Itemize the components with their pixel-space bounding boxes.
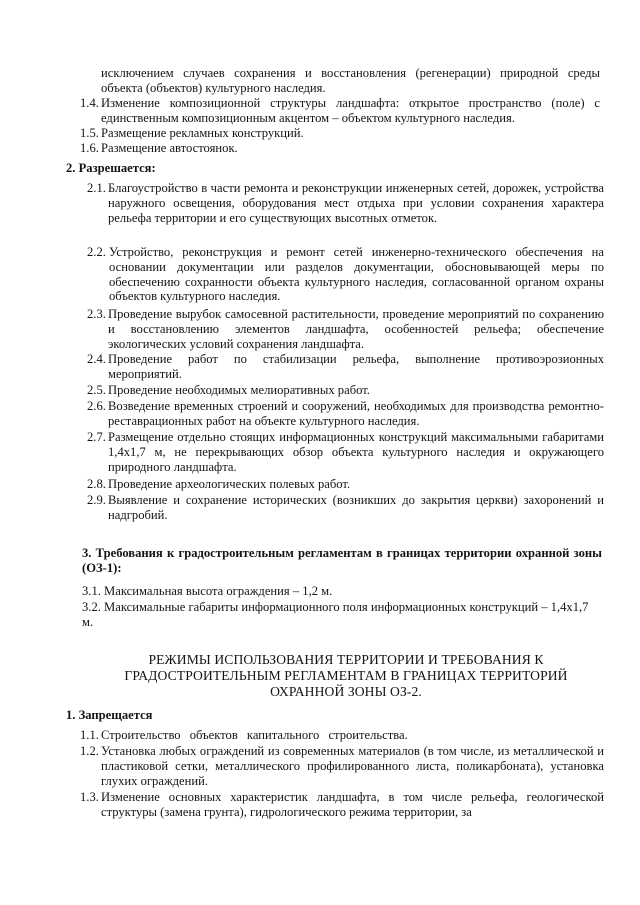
list-text: Строительство объектов капитального строительства. <box>101 728 408 742</box>
list-item-2-8 <box>87 477 604 492</box>
list-text: Изменение основных характеристик ландшафта, в том числе рельефа, геологической структуры (замена грунта), гидрологического режима территории, за <box>101 790 604 819</box>
list-text: Проведение археологических полевых работ. <box>108 477 351 491</box>
list-item-2-9 <box>87 493 604 523</box>
list-item-1-5 <box>80 126 600 141</box>
list-text: Возведение временных строений и сооружений, необходимых для производства ремонтно-реставрационных работ на объекте культурного наследия. <box>108 399 604 428</box>
list-item-2-2 <box>87 245 604 304</box>
list-number: 1.6. <box>80 141 99 155</box>
list-text: Проведение вырубок самосевной растительности, проведение мероприятий по сохранению и восстановлению элементов ландшафта, особенностей рельефа; обеспечение экологических условий сохранения ландшафта. <box>108 307 604 351</box>
list-number: 2.6. <box>87 399 106 413</box>
list-text: Установка любых ограждений из современных материалов (в том числе, из металлической и пластиковой сетки, металлического профилированного листа, поликарбоната), установка глухих ограждений. <box>101 744 604 788</box>
list-number: 1.3. <box>80 790 99 804</box>
section-heading-oz2: 1. Запрещается <box>66 708 153 722</box>
list-text: Устройство, реконструкция и ремонт сетей инженерно-технического обеспечения на основании документации или разделов документации, обосновывающей меры по обеспечению сохранности объекта культурного наследия, согласованной органом охраны объектов культурного наследия. <box>109 245 604 304</box>
list-text: Проведение необходимых мелиоративных работ. <box>108 383 370 397</box>
list-item-oz2-1-1 <box>80 728 604 743</box>
list-number: 2.7. <box>87 430 106 444</box>
list-item-2-3 <box>87 307 604 351</box>
list-text: Благоустройство в части ремонта и реконструкции инженерных сетей, дорожек, устройства наружного освещения, оборудования мест отдыха при условии сохранения характера рельефа территории и его существующих высотных отметок. <box>108 181 604 225</box>
list-text: Размещение рекламных конструкций. <box>101 126 304 140</box>
list-number: 1.2. <box>80 744 99 758</box>
requirement-3-2: 3.2. Максимальные габариты информационного поля информационных конструкций – 1,4х1,7 м. <box>82 600 589 629</box>
list-number: 2.5. <box>87 383 106 397</box>
list-number: 1.1. <box>80 728 99 742</box>
section-heading-3: 3. Требования к градостроительным регламентам в границах территории охранной зоны (ОЗ-1): <box>82 546 602 575</box>
list-number: 2.8. <box>87 477 106 491</box>
requirement-3-1: 3.1. Максимальная высота ограждения – 1,2 м. <box>82 584 333 598</box>
list-text: Проведение работ по стабилизации рельефа, выполнение противоэрозионных мероприятий. <box>108 352 604 381</box>
list-item-2-5 <box>87 383 604 398</box>
list-text: Размещение автостоянок. <box>101 141 238 155</box>
list-item-2-7 <box>87 430 604 474</box>
list-number: 1.4. <box>80 96 99 110</box>
section-heading-2: 2. Разрешается: <box>66 161 156 175</box>
list-number: 2.4. <box>87 352 106 366</box>
list-text: Выявление и сохранение исторических (возникших до закрытия церкви) захоронений и надгробий. <box>108 493 604 522</box>
continued-paragraph: исключением случаев сохранения и восстановления (регенерации) природной среды объекта (объектов) культурного наследия. <box>101 66 600 95</box>
list-number: 2.1. <box>87 181 106 195</box>
list-item-2-4 <box>87 352 604 382</box>
list-item-oz2-1-3 <box>80 790 604 820</box>
list-item-1-6 <box>80 141 600 156</box>
list-number: 2.3. <box>87 307 106 321</box>
list-item-1-4 <box>80 96 600 126</box>
list-item-2-6 <box>87 399 604 429</box>
list-item-2-1 <box>87 181 604 225</box>
regime-heading: РЕЖИМЫ ИСПОЛЬЗОВАНИЯ ТЕРРИТОРИИ И ТРЕБОВАНИЯ К ГРАДОСТРОИТЕЛЬНЫМ РЕГЛАМЕНТАМ В ГРАНИЦАХ ТЕРРИТОРИЙ ОХРАННОЙ ЗОНЫ ОЗ-2. <box>124 652 568 699</box>
list-text: Размещение отдельно стоящих информационных конструкций максимальными габаритами 1,4х1,7 м, не перекрывающих обзор объекта культурного наследия и окружающего природного ландшафта. <box>108 430 604 474</box>
list-number: 2.9. <box>87 493 106 507</box>
list-number: 2.2. <box>87 245 106 259</box>
list-text: Изменение композиционной структуры ландшафта: открытое пространство (поле) с единственным композиционным акцентом – объектом культурного наследия. <box>101 96 600 125</box>
list-item-oz2-1-2 <box>80 744 604 788</box>
list-number: 1.5. <box>80 126 99 140</box>
